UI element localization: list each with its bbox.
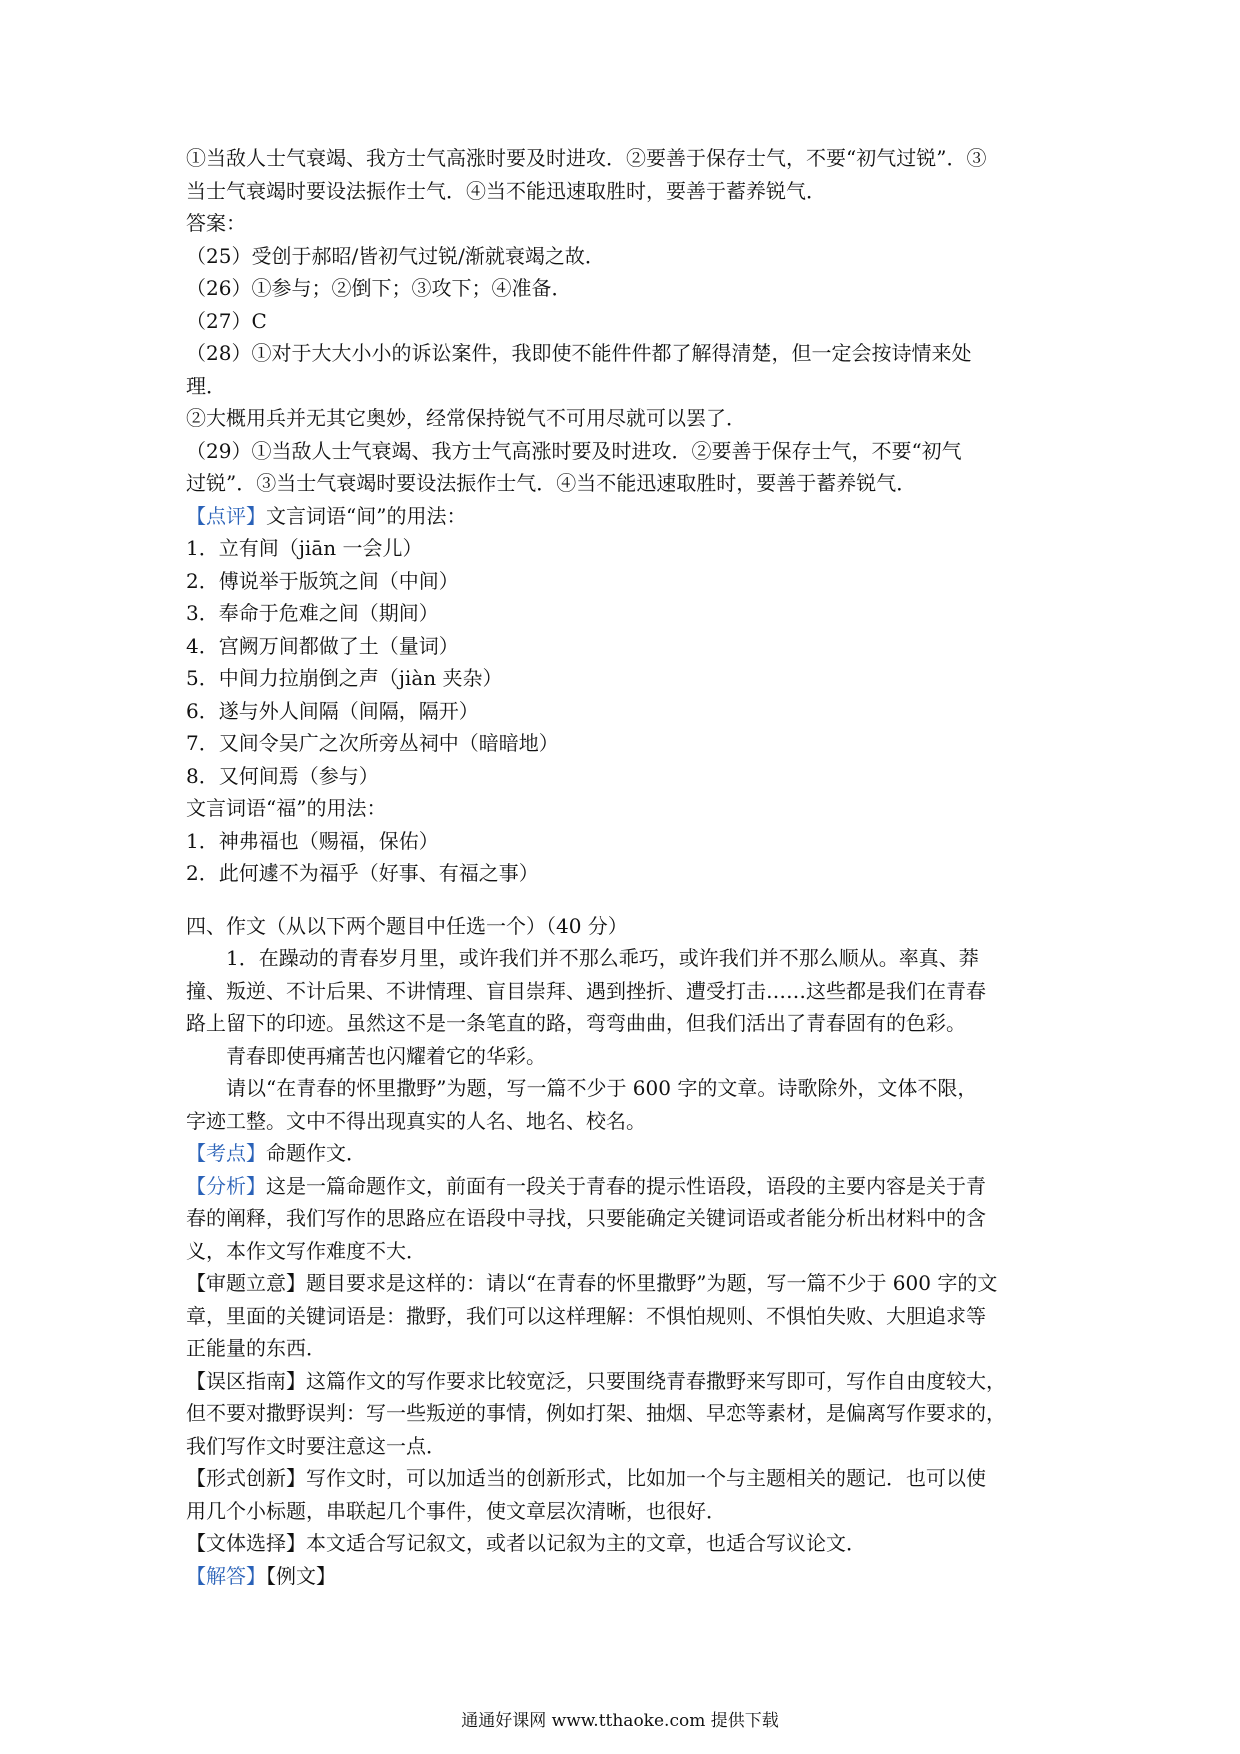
text-line xyxy=(186,1170,1066,1203)
text-line xyxy=(186,662,1066,695)
line-text: 1．神弗福也（赐福，保佑） xyxy=(186,828,439,853)
line-text: 用几个小标题，串联起几个事件，使文章层次清晰，也很好． xyxy=(186,1498,726,1523)
text-line xyxy=(186,207,1066,240)
text-line xyxy=(186,1267,1066,1300)
text-line xyxy=(186,1430,1066,1463)
text-line xyxy=(186,532,1066,565)
line-text: 文言词语“间”的用法： xyxy=(266,503,467,528)
text-line xyxy=(186,1007,1066,1040)
text-line xyxy=(186,975,1066,1008)
text-line xyxy=(186,402,1066,435)
line-text: 5．中间力拉崩倒之声（jiàn 夹杂） xyxy=(186,666,503,690)
text-line xyxy=(186,305,1066,338)
line-text: 理． xyxy=(186,373,226,398)
text-line xyxy=(186,1397,1066,1430)
blank-line xyxy=(186,890,1066,910)
line-text: 章，里面的关键词语是：撒野，我们可以这样理解：不惧怕规则、不惧怕失败、大胆追求等 xyxy=(186,1303,986,1328)
text-line xyxy=(186,1105,1066,1138)
line-text: 1．在躁动的青春岁月里，或许我们并不那么乖巧，或许我们并不那么顺从。率真、莽 xyxy=(226,946,979,970)
text-line xyxy=(186,142,1066,175)
line-text: 命题作文． xyxy=(266,1141,366,1165)
line-text: 字迹工整。文中不得出现真实的人名、地名、校名。 xyxy=(186,1108,646,1133)
text-line xyxy=(186,695,1066,728)
line-text: ①当敌人士气衰竭、我方士气高涨时要及时进攻．②要善于保存士气，不要“初气过锐”．③ xyxy=(186,146,987,170)
line-text: 四、作文（从以下两个题目中任选一个）（40 分） xyxy=(186,913,628,938)
line-text: 4．宫阙万间都做了土（量词） xyxy=(186,633,459,658)
line-text: 当士气衰竭时要设法振作士气．④当不能迅速取胜时，要善于蓄养锐气． xyxy=(186,178,826,203)
line-text: （25）受创于郝昭/皆初气过锐/渐就衰竭之故． xyxy=(186,243,605,268)
line-text: 义，本作文写作难度不大． xyxy=(186,1238,426,1263)
line-text: 2．此何遽不为福乎（好事、有福之事） xyxy=(186,861,539,885)
text-line xyxy=(186,1235,1066,1268)
line-text: 文言词语“福”的用法： xyxy=(186,796,387,820)
line-text: 【审题立意】题目要求是这样的：请以“在青春的怀里撒野”为题，写一篇不少于 600 字的文 xyxy=(186,1271,998,1295)
text-line xyxy=(186,1137,1066,1170)
text-line xyxy=(186,630,1066,663)
line-text: ②大概用兵并无其它奥妙，经常保持锐气不可用尽就可以罢了． xyxy=(186,406,746,430)
text-line xyxy=(186,1527,1066,1560)
section-tag: 【分析】 xyxy=(186,1173,266,1198)
line-text: 6．遂与外人间隔（间隔，隔开） xyxy=(186,698,479,723)
line-text: 1．立有间（jiān 一会儿） xyxy=(186,536,423,560)
page-footer: 通通好课网 www.tthaoke.com 提供下载 xyxy=(461,1711,779,1731)
line-text: 8．又何间焉（参与） xyxy=(186,763,379,788)
text-line xyxy=(186,792,1066,825)
line-text: 春的阐释，我们写作的思路应在语段中寻找，只要能确定关键词语或者能分析出材料中的含 xyxy=(186,1206,986,1230)
text-line xyxy=(186,910,1066,943)
line-text: 正能量的东西． xyxy=(186,1336,326,1360)
text-line xyxy=(186,1332,1066,1365)
line-text: 2．傅说举于版筑之间（中间） xyxy=(186,568,459,593)
line-text: 撞、叛逆、不计后果、不讲情理、盲目崇拜、遇到挫折、遭受打击……这些都是我们在青春 xyxy=(186,978,986,1003)
text-line xyxy=(186,1462,1066,1495)
text-line xyxy=(186,760,1066,793)
text-line xyxy=(186,1495,1066,1528)
section-tag: 【考点】 xyxy=(186,1141,266,1165)
text-line xyxy=(186,175,1066,208)
section-tag: 【解答】 xyxy=(186,1563,266,1588)
document-body xyxy=(186,142,1066,1592)
text-line xyxy=(186,1365,1066,1398)
line-text: （27）C xyxy=(186,308,267,333)
text-line xyxy=(186,500,1066,533)
text-line xyxy=(186,337,1066,370)
text-line xyxy=(186,727,1066,760)
line-text: 青春即使再痛苦也闪耀着它的华彩。 xyxy=(226,1043,546,1068)
line-text: 路上留下的印迹。虽然这不是一条笔直的路，弯弯曲曲，但我们活出了青春固有的色彩。 xyxy=(186,1011,966,1035)
line-text: 7．又间令吴广之次所旁丛祠中（暗暗地） xyxy=(186,731,559,755)
text-line xyxy=(186,942,1066,975)
line-text: （28）①对于大大小小的诉讼案件，我即使不能件件都了解得清楚，但一定会按诗情来处 xyxy=(186,341,972,365)
text-line xyxy=(186,857,1066,890)
line-text: （26）①参与；②倒下；③攻下；④准备． xyxy=(186,276,572,300)
line-text: 答案： xyxy=(186,211,246,235)
text-line xyxy=(186,825,1066,858)
text-line xyxy=(186,1040,1066,1073)
line-text: 请以“在青春的怀里撒野”为题，写一篇不少于 600 字的文章。诗歌除外，文体不限， xyxy=(226,1076,978,1100)
section-tag: 【点评】 xyxy=(186,503,266,528)
text-line xyxy=(186,370,1066,403)
text-line xyxy=(186,1202,1066,1235)
text-line xyxy=(186,597,1066,630)
line-text: 3．奉命于危难之间（期间） xyxy=(186,601,439,625)
line-text: 我们写作文时要注意这一点． xyxy=(186,1433,446,1458)
line-text: （29）①当敌人士气衰竭、我方士气高涨时要及时进攻．②要善于保存士气，不要“初气 xyxy=(186,438,962,463)
text-line xyxy=(186,565,1066,598)
line-text: 这是一篇命题作文，前面有一段关于青春的提示性语段，语段的主要内容是关于青 xyxy=(266,1173,986,1198)
line-text: 【例文】 xyxy=(266,1563,336,1588)
text-line xyxy=(186,435,1066,468)
line-text: 【误区指南】这篇作文的写作要求比较宽泛，只要围绕青春撒野来写即可，写作自由度较大， xyxy=(186,1368,1006,1393)
line-text: 过锐”．③当士气衰竭时要设法振作士气．④当不能迅速取胜时，要善于蓄养锐气． xyxy=(186,471,917,495)
line-text: 但不要对撒野误判：写一些叛逆的事情，例如打架、抽烟、早恋等素材，是偏离写作要求的， xyxy=(186,1401,1006,1425)
text-line xyxy=(186,467,1066,500)
text-line xyxy=(186,240,1066,273)
text-line xyxy=(186,272,1066,305)
line-text: 【文体选择】本文适合写记叙文，或者以记叙为主的文章，也适合写议论文． xyxy=(186,1531,866,1555)
text-line xyxy=(186,1300,1066,1333)
text-line xyxy=(186,1560,1066,1593)
text-line xyxy=(186,1072,1066,1105)
line-text: 【形式创新】写作文时，可以加适当的创新形式，比如加一个与主题相关的题记．也可以使 xyxy=(186,1466,986,1490)
